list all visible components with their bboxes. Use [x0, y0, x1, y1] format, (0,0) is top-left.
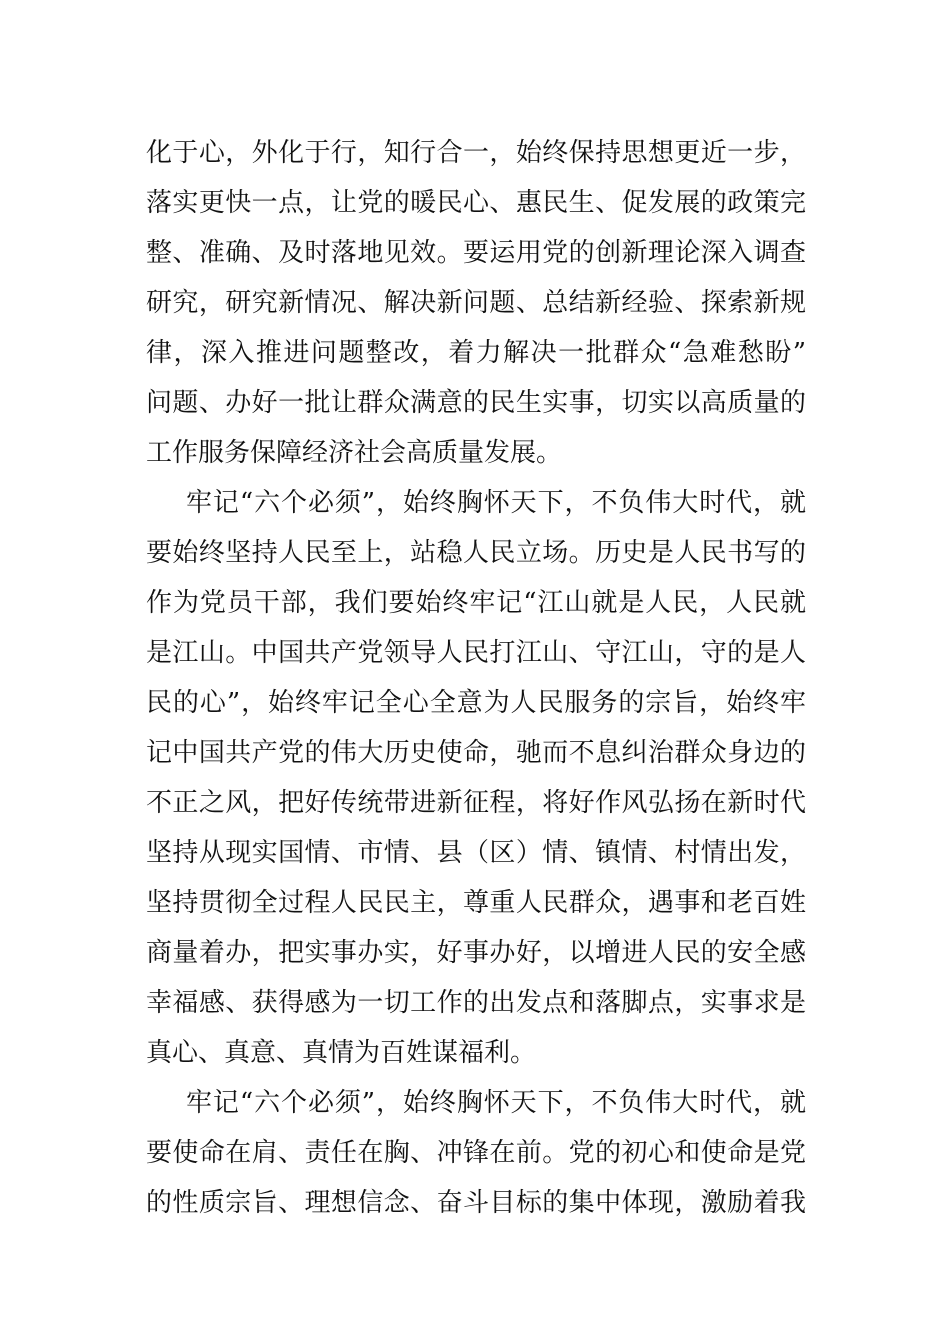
- text-line: 研究，研究新情况、解决新问题、总结新经验、探索新规: [146, 288, 806, 318]
- text-line: 商量着办，把实事办实，好事办好，以增进人民的安全感: [146, 938, 806, 968]
- text-line: 落实更快一点，让党的暖民心、惠民生、促发展的政策完: [146, 188, 806, 218]
- text-line: 整、准确、及时落地见效。要运用党的创新理论深入调查: [146, 238, 806, 268]
- text-line: 坚持贯彻全过程人民民主，尊重人民群众，遇事和老百姓: [146, 888, 806, 918]
- text-line: 民的心”，始终牢记全心全意为人民服务的宗旨，始终牢: [146, 688, 806, 718]
- text-line: 要始终坚持人民至上，站稳人民立场。历史是人民书写的: [146, 538, 806, 568]
- text-line: 作为党员干部，我们要始终牢记“江山就是人民，人民就: [146, 588, 806, 618]
- text-line: 真心、真意、真情为百姓谋福利。: [146, 1038, 537, 1068]
- text-line: 工作服务保障经济社会高质量发展。: [146, 438, 563, 468]
- text-line: 要使命在肩、责任在胸、冲锋在前。党的初心和使命是党: [146, 1138, 806, 1168]
- paragraph-first-line: 牢记“六个必须”，始终胸怀天下，不负伟大时代，就: [186, 488, 806, 518]
- paragraph-first-line: 牢记“六个必须”，始终胸怀天下，不负伟大时代，就: [186, 1088, 806, 1118]
- text-line: 的性质宗旨、理想信念、奋斗目标的集中体现，激励着我: [146, 1188, 806, 1218]
- text-line: 问题、办好一批让群众满意的民生实事，切实以高质量的: [146, 388, 806, 418]
- text-line: 化于心，外化于行，知行合一，始终保持思想更近一步，: [146, 138, 806, 168]
- text-line: 坚持从现实国情、市情、县（区）情、镇情、村情出发，: [146, 838, 806, 868]
- text-line: 律，深入推进问题整改，着力解决一批群众“急难愁盼”: [146, 338, 806, 368]
- text-line: 是江山。中国共产党领导人民打江山、守江山，守的是人: [146, 638, 806, 668]
- text-line: 记中国共产党的伟大历史使命，驰而不息纠治群众身边的: [146, 738, 806, 768]
- text-line: 不正之风，把好传统带进新征程，将好作风弘扬在新时代: [146, 788, 806, 818]
- text-line: 幸福感、获得感为一切工作的出发点和落脚点，实事求是: [146, 988, 806, 1018]
